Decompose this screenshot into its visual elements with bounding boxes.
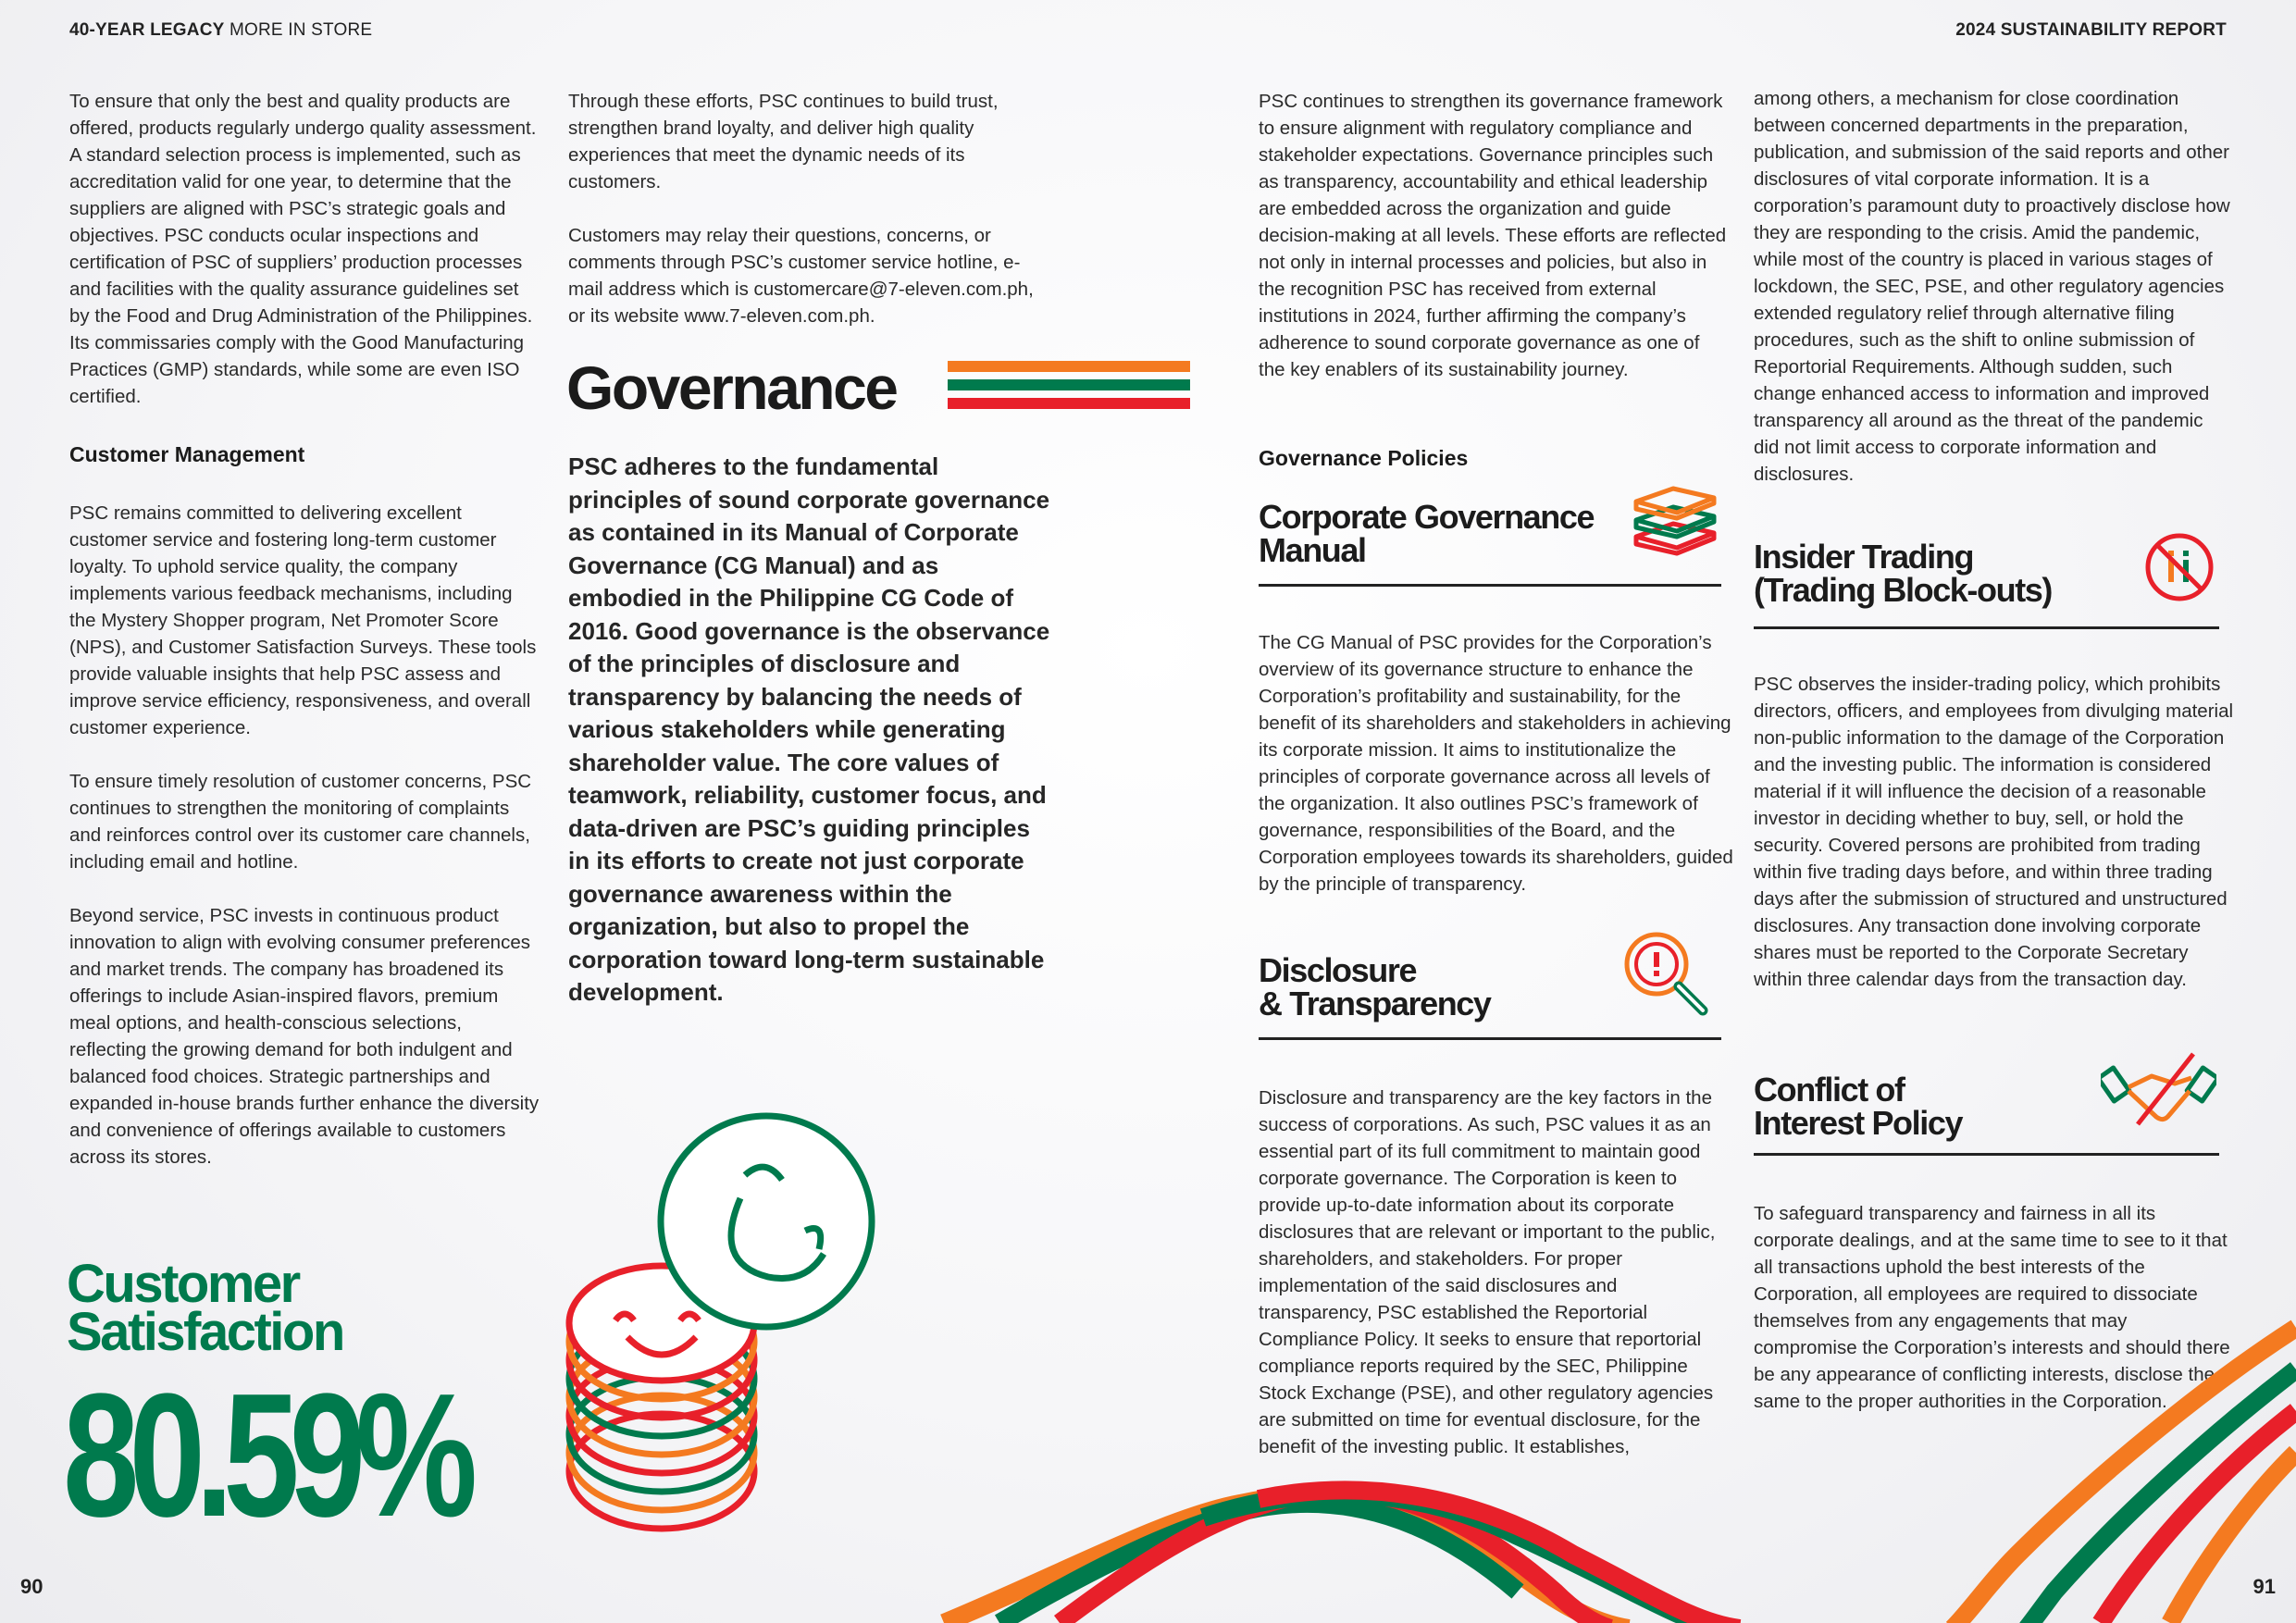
disclosure-title-line2: & Transparency bbox=[1259, 985, 1491, 1022]
governance-title: Governance bbox=[566, 353, 897, 422]
header-left-rest: MORE IN STORE bbox=[224, 20, 373, 40]
stat-value: 80.59% bbox=[63, 1357, 468, 1554]
col1-p3: Beyond service, PSC invests in continuous product innovation to align with evolving consumer preferences and market trends. The company has broadened its offerings to include Asian-inspired flavors, premium meal options, and health-conscious selections, reflecting the growing demand for both indulgent and balanced food choices. Strategic partnerships and expanded in-house brands further enhance the diversity and convenience of offerings available to customers across its stores. bbox=[69, 905, 540, 1168]
col4-intro: among others, a mechanism for close coordination between concerned departments in the preparation, publication, and submission of the said reports and other disclosures of vital corporate information. It is a corporation’s paramount duty to proactively disclose how they are responding to the crisis. Amid the pandemic, while most of the country is placed in various stages of lockdown, the SEC, PSE, and other regulatory agencies extended regulatory relief through alternative filing procedures, such as the shift to online submission of Reportorial Requirements. Although sudden, such change enhanced access to information and improved transparency all around as the threat of the pandemic did not limit access to corporate information and disclosures. bbox=[1754, 88, 2230, 485]
header-left-bold: 40-YEAR LEGACY bbox=[69, 20, 225, 40]
insider-trading-title-line2: (Trading Block-outs) bbox=[1754, 571, 2052, 609]
governance-policies-heading: Governance Policies bbox=[1259, 446, 1469, 470]
col3-intro: PSC continues to strengthen its governance framework to ensure alignment with regulatory compliance and stakeholder expectations. Governance principles such as transparency, accountability and ethical leadership are embedded across the organization and guide decision-making at all levels. These efforts are reflected not only in internal processes and policies, but also in the recognition PSC has received from external institutions in 2024, further affirming the company’s adherence to sound corporate governance as one of the key enablers of its sustainability journey. bbox=[1259, 91, 1727, 380]
conflict-title-line2: Interest Policy bbox=[1754, 1104, 1963, 1142]
stat-label-line1: Customer bbox=[67, 1254, 299, 1314]
col1-p2: To ensure timely resolution of customer concerns, PSC continues to strengthen the monitoring of complaints and reinforces control over its customer care channels, including email and hotline. bbox=[69, 771, 532, 873]
disclosure-text: Disclosure and transparency are the key factors in the success of corporations. As such, PSC values it as an essential part of its full commitment to maintain good corporate governance. The Corporation is keen to provide up-to-date information about its corporate disclosures that are relevant or important to the public, shareholders, and stakeholders. For proper implementation of the said disclosures and transparency, PSC established the Reportorial Compliance Policy. It seeks to ensure that reportorial compliance reports required by the SEC, Philippine Stock Exchange (PSE), and other regulatory agencies are submitted on time for eventual disclosure, for the benefit of the investing public. It establishes, bbox=[1259, 1087, 1716, 1457]
conflict-text: To safeguard transparency and fairness in all its corporate dealings, and at the same time to see to it that all transactions uphold the best interests of the Corporation, all employees are required to dissociate themselves from any engagements that may compromise the Corporation’s interests and should there be any appearance of conflicting interests, disclose the same to the proper authorities in the Corporation. bbox=[1754, 1203, 2230, 1412]
cg-manual-text: The CG Manual of PSC provides for the Corporation’s overview of its governance structure to enhance the Corporation’s profitability and sustainability, for the benefit of its shareholders and stakeholders in achieving its corporate mission. It aims to institutionalize the principles of corporate governance across all levels of the organization. It also outlines PSC’s framework of governance, responsibilities of the Board, and the Corporation employees towards its shareholders, guided by the principle of transparency. bbox=[1259, 632, 1733, 895]
cg-manual-title-line1: Corporate Governance bbox=[1259, 498, 1595, 536]
stat-label-line2: Satisfaction bbox=[67, 1302, 343, 1362]
customer-management-heading: Customer Management bbox=[69, 442, 305, 466]
col2-p2: Customers may relay their questions, concerns, or comments through PSC’s customer service hotline, e-mail address which is customercare@7-eleven.com.ph, or its website www.7-eleven.com.ph. bbox=[568, 225, 1034, 327]
cg-manual-title-line2: Manual bbox=[1259, 531, 1366, 569]
conflict-title-line1: Conflict of bbox=[1754, 1071, 1905, 1109]
page-number-right: 91 bbox=[2253, 1575, 2276, 1598]
insider-trading-text: PSC observes the insider-trading policy, which prohibits directors, officers, and employees from divulging material non-public information to the damage of the Corporation and the investing public. The information is considered material if it will influence the decision of a reasonable investor in deciding whether to buy, sell, or hold the security. Covered persons are prohibited from trading within five trading days before, and within three trading days after the submission of structured and unstructured disclosures. Any transaction done involving corporate shares must be reported to the Corporate Secretary within three calendar days from the transaction day. bbox=[1754, 674, 2234, 990]
disclosure-title-line1: Disclosure bbox=[1259, 951, 1417, 989]
header-right: 2024 SUSTAINABILITY REPORT bbox=[1955, 20, 2227, 40]
col1-p1: PSC remains committed to delivering excellent customer service and fostering long-term customer loyalty. To uphold service quality, the company implements various feedback mechanisms, including the Mystery Shopper program, Net Promoter Score (NPS), and Customer Satisfaction Surveys. These tools provide valuable insights that help PSC assess and improve service efficiency, responsiveness, and overall customer experience. bbox=[69, 502, 537, 738]
insider-trading-title-line1: Insider Trading bbox=[1754, 538, 1974, 576]
governance-lead: PSC adheres to the fundamental principles of sound corporate governance as contained in its Manual of Corporate Governance (CG Manual) and as embodied in the Philippine CG Code of 2016. Good governance is the observance of the principles of disclosure and transparency by balancing the needs of various stakeholders while generating shareholder value. The core values of teamwork, reliability, customer focus, and data-driven are PSC’s guiding principles in its efforts to create not just corporate governance awareness within the organization, but also to propel the corporation toward long-term sustainable development. bbox=[568, 452, 1050, 1006]
page-number-left: 90 bbox=[20, 1575, 43, 1598]
col1-intro: To ensure that only the best and quality products are offered, products regularly undergo quality assessment. A standard selection process is implemented, such as accreditation valid for one year, to determine that the suppliers are aligned with PSC’s strategic goals and objectives. PSC conducts ocular inspections and certification of PSC of suppliers’ production processes and facilities with the quality assurance guidelines set by the Food and Drug Administration of the Philippines. Its commissaries comply with the Good Manufacturing Practices (GMP) standards, while some are even ISO certified. bbox=[69, 91, 537, 407]
col2-p1: Through these efforts, PSC continues to build trust, strengthen brand loyalty, and deliver high quality experiences that meet the dynamic needs of its customers. bbox=[568, 91, 999, 192]
